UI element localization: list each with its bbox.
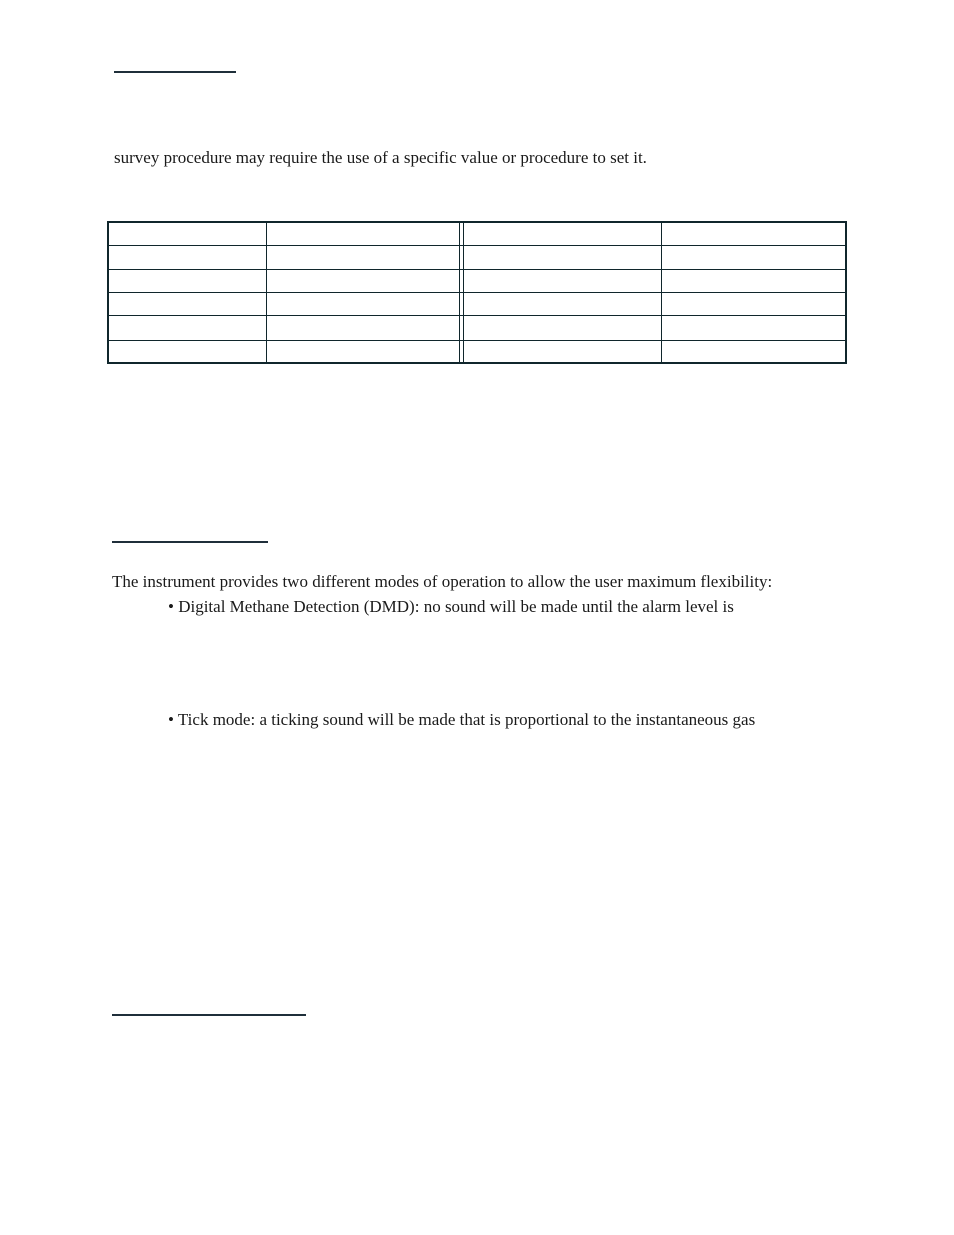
table-column-divider <box>661 223 662 362</box>
section3-heading-rule <box>112 1014 306 1016</box>
bullet-dmd-mode: • Digital Methane Detection (DMD): no sound will be made until the alarm level is <box>168 597 734 616</box>
table-column-divider-double <box>459 223 464 362</box>
table-row-divider <box>109 315 845 316</box>
settings-table <box>107 221 847 364</box>
table-row-divider <box>109 292 845 293</box>
section2-heading-rule <box>112 541 268 543</box>
table-row-divider <box>109 269 845 270</box>
table-row-divider <box>109 245 845 246</box>
bullet-tick-mode: • Tick mode: a ticking sound will be made that is proportional to the instantaneous gas <box>168 710 756 729</box>
table-column-divider <box>266 223 267 362</box>
section2-intro-text: The instrument provides two different modes of operation to allow the user maximum flexibility: <box>112 572 773 591</box>
table-row-divider <box>109 340 845 341</box>
section1-body-text: survey procedure may require the use of a specific value or procedure to set it. <box>114 148 647 167</box>
section1-heading-rule <box>114 71 236 73</box>
